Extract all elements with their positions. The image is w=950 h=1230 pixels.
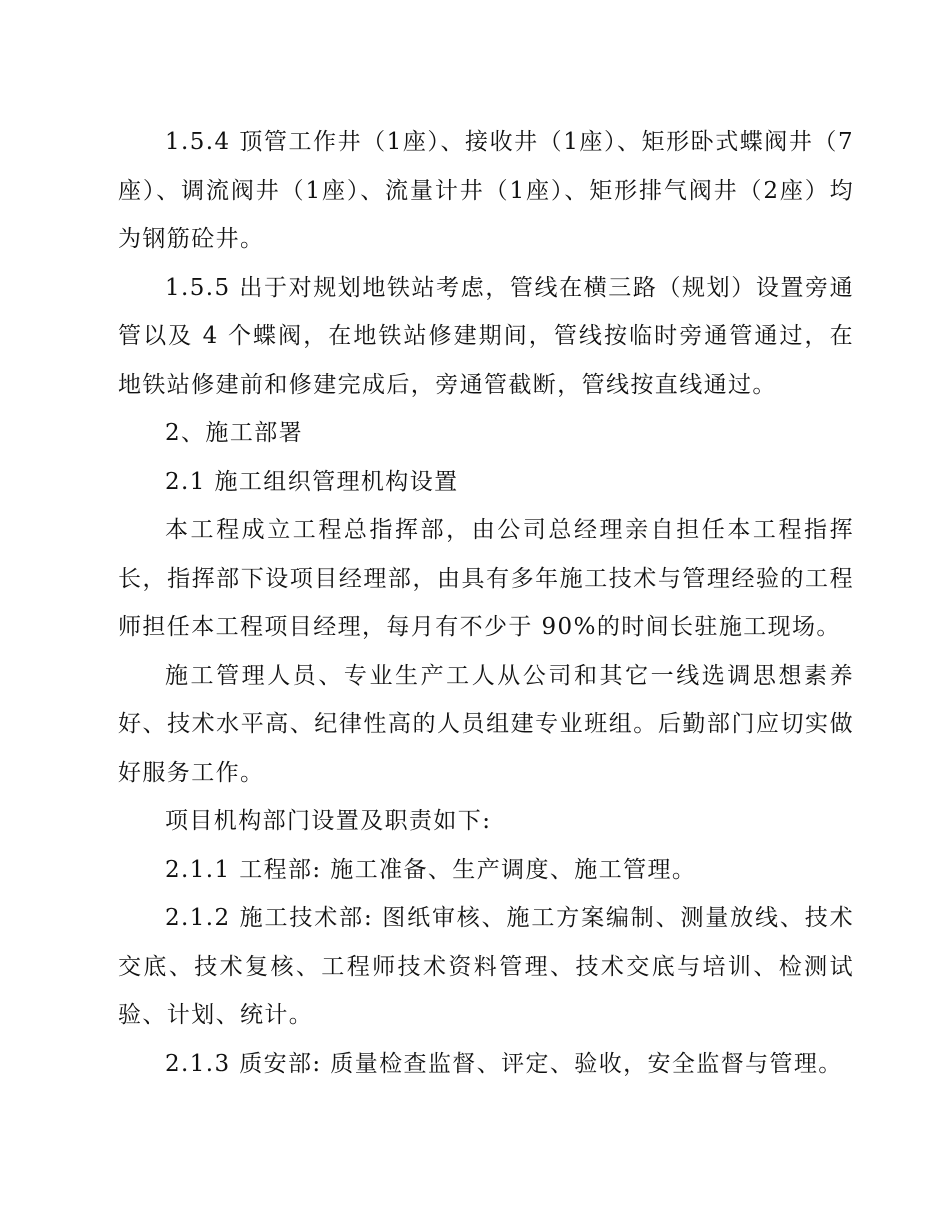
paragraph-2-1-2: 2.1.2 施工技术部: 图纸审核、施工方案编制、测量放线、技术交底、技术复核、工程师技术资料管理、技术交底与培训、检测试验、计划、统计。 (118, 905, 854, 1028)
paragraph-2-1-3: 2.1.3 质安部: 质量检查监督、评定、验收，安全监督与管理。 (165, 1050, 843, 1077)
document-page (118, 118, 854, 1088)
paragraph-personnel: 施工管理人员、专业生产工人从公司和其它一线选调思想素养好、技术水平高、纪律性高的人员组建专业班组。后勤部门应切实做好服务工作。 (118, 662, 854, 786)
subsection-heading-2-1: 2.1 施工组织管理机构设置 (165, 468, 459, 495)
paragraph-1-5-4: 1.5.4 顶管工作井（1座）、接收井（1座）、矩形卧式蝶阀井（7座）、调流阀井（1座）、流量计井（1座）、矩形排气阀井（2座）均为钢筋砼井。 (118, 129, 854, 252)
section-heading-2: 2、施工部署 (165, 420, 304, 446)
paragraph-headquarters: 本工程成立工程总指挥部，由公司总经理亲自担任本工程指挥长，指挥部下设项目经理部，由具有多年施工技术与管理经验的工程师担任本工程项目经理，每月有不少于 90%的时间长驻施工现场。 (118, 517, 854, 640)
paragraph-2-1-1: 2.1.1 工程部: 施工准备、生产调度、施工管理。 (165, 856, 697, 883)
paragraph-departments-intro: 项目机构部门设置及职责如下: (165, 808, 492, 834)
paragraph-1-5-5: 1.5.5 出于对规划地铁站考虑，管线在横三路（规划）设置旁通管以及 4 个蝶阀，在地铁站修建期间，管线按临时旁通管通过，在地铁站修建前和修建完成后，旁通管截断，管线按直线通过。 (118, 274, 854, 398)
